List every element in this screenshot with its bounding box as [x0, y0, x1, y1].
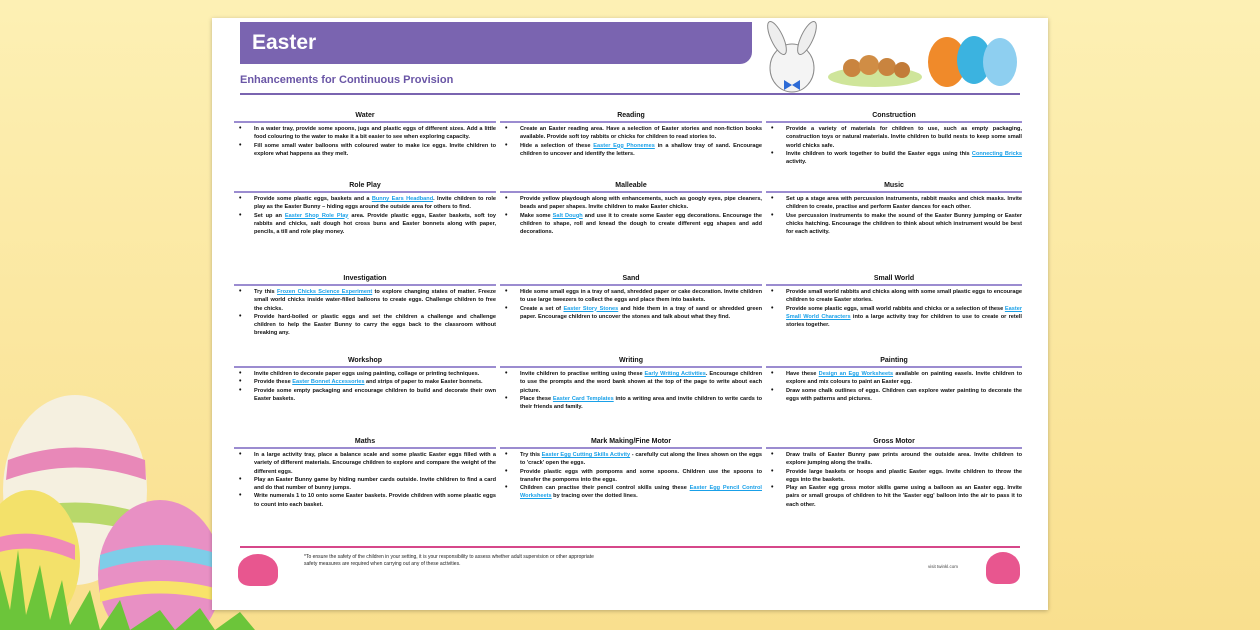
list-item — [766, 387, 1022, 404]
list-item — [234, 378, 496, 386]
section-painting — [766, 357, 1022, 438]
bullet-list — [766, 288, 1022, 329]
section-heading: Role Play — [234, 182, 496, 193]
section-heading: Workshop — [234, 357, 496, 368]
footer-divider — [240, 546, 1020, 548]
list-item — [500, 212, 762, 237]
provision-grid — [234, 112, 1024, 540]
item-text: available on painting easels. Invite children to explore and mix colours to paint an Easter egg. — [786, 371, 1022, 386]
section-malleable — [500, 182, 762, 275]
bullet-list — [234, 451, 496, 509]
item-text: . Invite children to role play as the Easter Bunny – hiding eggs around the outside area for others to find. — [254, 196, 496, 211]
list-item — [766, 370, 1022, 387]
twinkl-logo-right — [986, 552, 1020, 584]
item-text: Hide some small eggs in a tray of sand, shredded paper or cake decoration. Invite children to use large tweezers to collect the eggs and place them into baskets. — [520, 289, 762, 304]
list-item — [766, 484, 1022, 509]
item-text: and use it to create some Easter egg decorations. Encourage the children to shape, roll and knead the dough to create different egg shapes and add decorations. — [520, 212, 762, 236]
section-investigation — [234, 275, 496, 357]
list-item — [234, 212, 496, 237]
item-text: Write numerals 1 to 10 onto some Easter baskets. Provide children with some plastic eggs to count into each basket. — [254, 493, 496, 508]
item-text: Provide these — [254, 379, 293, 386]
list-item — [500, 468, 762, 485]
list-item — [766, 150, 1022, 167]
item-text: Play an Easter egg gross motor skills game using a balloon as an Easter egg. Invite pairs or small groups of children to hit the 'Easter egg' balloon into the air to pass it to each other. — [786, 485, 1022, 508]
item-text: Create an Easter reading area. Have a selection of Easter stories and non-fiction books available. Provide soft toy rabbits or chicks for children to read stories to. — [520, 126, 762, 141]
item-text: Hide a selection of these — [520, 142, 594, 149]
list-item — [500, 451, 762, 468]
section-water — [234, 112, 496, 182]
section-sand — [500, 275, 762, 357]
list-item — [234, 142, 496, 159]
resource-link[interactable]: Easter Egg Cutting Skills Activity — [541, 452, 631, 458]
item-text: Provide yellow playdough along with enhancements, such as googly eyes, pipe cleaners, beads and paper shapes. Invite children to make Easter chicks. — [520, 196, 762, 211]
item-text: Have these — [786, 371, 819, 377]
list-item — [766, 195, 1022, 212]
list-item — [234, 195, 496, 212]
section-writing — [500, 357, 762, 438]
resource-link[interactable]: Easter Bonnet Accessories — [292, 379, 365, 386]
list-item — [766, 212, 1022, 237]
section-gross-motor — [766, 438, 1022, 540]
list-item — [234, 125, 496, 142]
item-text: Provide plastic eggs with pompoms and some spoons. Children use the spoons to transfer the pompoms into the eggs. — [520, 468, 762, 483]
section-heading: Writing — [500, 357, 762, 368]
page-subtitle: Enhancements for Continuous Provision — [240, 74, 454, 86]
list-item — [234, 492, 496, 509]
resource-link[interactable]: Easter Card Templates — [552, 395, 614, 402]
section-workshop — [234, 357, 496, 438]
item-text: Provide some plastic eggs, baskets and a — [254, 196, 372, 202]
list-item — [766, 125, 1022, 150]
bullet-list — [500, 125, 762, 158]
list-item — [500, 395, 762, 412]
section-heading: Reading — [500, 112, 762, 123]
bullet-list — [234, 288, 496, 338]
item-text: activity. — [786, 159, 807, 166]
list-item — [500, 484, 762, 501]
item-text: Provide a variety of materials for children to use, such as empty packaging, construction toys or natural materials. Invite children to build nests to keep some small world chicks safe. — [786, 126, 1022, 149]
item-text: Play an Easter Bunny game by hiding number cards outside. Invite children to find a card and do that number of bunny jumps. — [254, 476, 496, 492]
item-text: Provide large baskets or hoops and plastic Easter eggs. Invite children to throw the eggs into the baskets. — [786, 468, 1022, 483]
twinkl-logo — [238, 554, 278, 586]
item-text: In a large activity tray, place a balance scale and some plastic Easter eggs filled with a variety of different materials. Encourage children to explore and compare the weight of the different eggs. — [254, 452, 496, 475]
list-item — [234, 451, 496, 476]
item-text: Provide some plastic eggs, small world rabbits and chicks or a selection of these — [786, 305, 1005, 312]
bullet-list — [500, 288, 762, 321]
item-text: - carefully cut along the lines shown on the eggs to 'crack' open the eggs. — [520, 452, 762, 467]
document-page — [212, 18, 1048, 610]
section-construction — [766, 112, 1022, 182]
section-role-play — [234, 182, 496, 275]
bullet-list — [766, 370, 1022, 403]
list-item — [500, 370, 762, 395]
bullet-list — [766, 195, 1022, 236]
item-text: Invite children to decorate paper eggs using painting, collage or printing techniques. — [254, 371, 480, 377]
section-reading — [500, 112, 762, 182]
item-text: Fill some small water balloons with coloured water to make ice eggs. Invite children to explore what happens as they melt. — [254, 142, 496, 157]
section-mark-making-fine-motor — [500, 438, 762, 540]
list-item — [234, 313, 496, 338]
item-text: and strips of paper to make Easter bonnets. — [364, 379, 483, 386]
section-heading: Mark Making/Fine Motor — [500, 438, 762, 449]
bullet-list — [234, 125, 496, 158]
section-heading: Gross Motor — [766, 438, 1022, 449]
section-heading: Small World — [766, 275, 1022, 286]
list-item — [500, 288, 762, 305]
section-heading: Construction — [766, 112, 1022, 123]
item-text: to explore changing states of matter. Freeze small world chicks inside water-filled balloons to create eggs. Challenge children to free the chicks. — [254, 289, 497, 312]
resource-link[interactable]: Salt Dough — [552, 212, 583, 219]
resource-link[interactable]: Easter Shop Role Play — [284, 212, 349, 219]
resource-link[interactable]: Bunny Ears Headband — [371, 196, 434, 202]
resource-link[interactable]: Connecting Bricks — [971, 150, 1023, 157]
section-heading: Painting — [766, 357, 1022, 368]
item-text: Invite children to practise writing using these — [520, 371, 645, 377]
resource-link[interactable]: Easter Small World Characters — [786, 305, 1022, 320]
list-item — [234, 476, 496, 493]
bullet-list — [766, 451, 1022, 509]
item-text: area. Provide plastic eggs, Easter baskets, soft toy rabbits and chicks, salt dough hot cross buns and Easter bonnets along with paper, pencils, a till and role play money. — [254, 212, 496, 236]
resource-link[interactable]: Easter Egg Phonemes — [593, 142, 655, 149]
section-heading: Music — [766, 182, 1022, 193]
bullet-list — [234, 195, 496, 236]
bullet-list — [234, 370, 496, 403]
resource-link[interactable]: Easter Egg Pencil Control Worksheets — [520, 485, 762, 500]
list-item — [766, 288, 1022, 305]
header-divider — [240, 93, 1020, 95]
item-text: Try this — [254, 289, 277, 295]
visit-link[interactable]: visit twinkl.com — [928, 564, 959, 569]
section-heading: Maths — [234, 438, 496, 449]
bullet-list — [766, 125, 1022, 166]
item-text: Children can practise their pencil control skills using these — [520, 485, 690, 492]
section-small-world — [766, 275, 1022, 357]
easter-bunny-and-eggs-illustration — [752, 20, 1052, 95]
list-item — [500, 305, 762, 322]
item-text: Try this — [520, 452, 542, 458]
bullet-list — [500, 195, 762, 236]
list-item — [234, 288, 496, 313]
item-text: Invite children to work together to build the Easter eggs using this — [786, 150, 972, 157]
list-item — [500, 195, 762, 212]
item-text: Draw some chalk outlines of eggs. Children can explore water painting to decorate the eggs with patterns and pictures. — [786, 387, 1022, 402]
resource-link[interactable]: Design an Egg Worksheets — [818, 371, 894, 377]
item-text: into a writing area and invite children to write cards to their friends and family. — [520, 395, 762, 411]
item-text: Make some — [520, 212, 553, 219]
list-item — [234, 387, 496, 404]
item-text: Provide hard-boiled or plastic eggs and set the children a challenge and challenge children to help the Easter Bunny to carry the eggs back to the classroom without breaking any. — [254, 313, 496, 337]
list-item — [766, 468, 1022, 485]
item-text: by tracing over the dotted lines. — [551, 493, 638, 500]
item-text: Create a set of — [520, 305, 564, 312]
resource-link[interactable]: Early Writing Activities — [644, 371, 706, 377]
list-item — [234, 370, 496, 378]
item-text: . Encourage children to use the prompts and the word bank shown at the top of the page to write about each picture. — [520, 371, 762, 394]
item-text: Set up a stage area with percussion instruments, rabbit masks and chick masks. Invite children to create, practise and perform Easter dances for each other. — [786, 196, 1022, 211]
item-text: and hide them in a tray of sand or shredded green paper. Encourage children to uncover the stones and talk about what they find. — [520, 305, 762, 320]
item-text: in a shallow tray of sand. Encourage children to uncover and identify the letters. — [520, 142, 762, 157]
item-text: Provide small world rabbits and chicks along with some small plastic eggs to encourage children to create Easter stories. — [786, 289, 1022, 304]
safety-disclaimer: *To ensure the safety of the children in your setting, it is your responsibility to assess whether adult supervision or other appropriate safety measures are required when carrying out any of these activities. — [304, 554, 594, 567]
page-title: Easter — [240, 22, 752, 64]
item-text: In a water tray, provide some spoons, jugs and plastic eggs of different sizes. Add a little food colouring to the water to make it a bit easier to see when exploring capacity. — [254, 126, 496, 141]
item-text: Use percussion instruments to make the sound of the Easter Bunny jumping or Easter chicks hatching. Encourage the children to think about which instrument would be best for each activity. — [786, 212, 1022, 236]
list-item — [500, 142, 762, 159]
item-text: into a large activity tray for children to use to create or retell stories together. — [786, 313, 1022, 329]
item-text: Draw trails of Easter Bunny paw prints around the outside area. Invite children to explore jumping along the trails. — [786, 452, 1022, 467]
section-heading: Investigation — [234, 275, 496, 286]
item-text: Place these — [520, 395, 553, 402]
section-maths — [234, 438, 496, 540]
resource-link[interactable]: Easter Story Stones — [563, 305, 619, 312]
section-music — [766, 182, 1022, 275]
resource-link[interactable]: Frozen Chicks Science Experiment — [276, 289, 373, 295]
list-item — [500, 125, 762, 142]
bullet-list — [500, 451, 762, 501]
item-text: Provide some empty packaging and encourage children to build and decorate their own Easter baskets. — [254, 387, 496, 402]
list-item — [766, 451, 1022, 468]
item-text: Set up an — [254, 212, 285, 219]
section-heading: Water — [234, 112, 496, 123]
list-item — [766, 305, 1022, 330]
bullet-list — [500, 370, 762, 411]
section-heading: Malleable — [500, 182, 762, 193]
section-heading: Sand — [500, 275, 762, 286]
